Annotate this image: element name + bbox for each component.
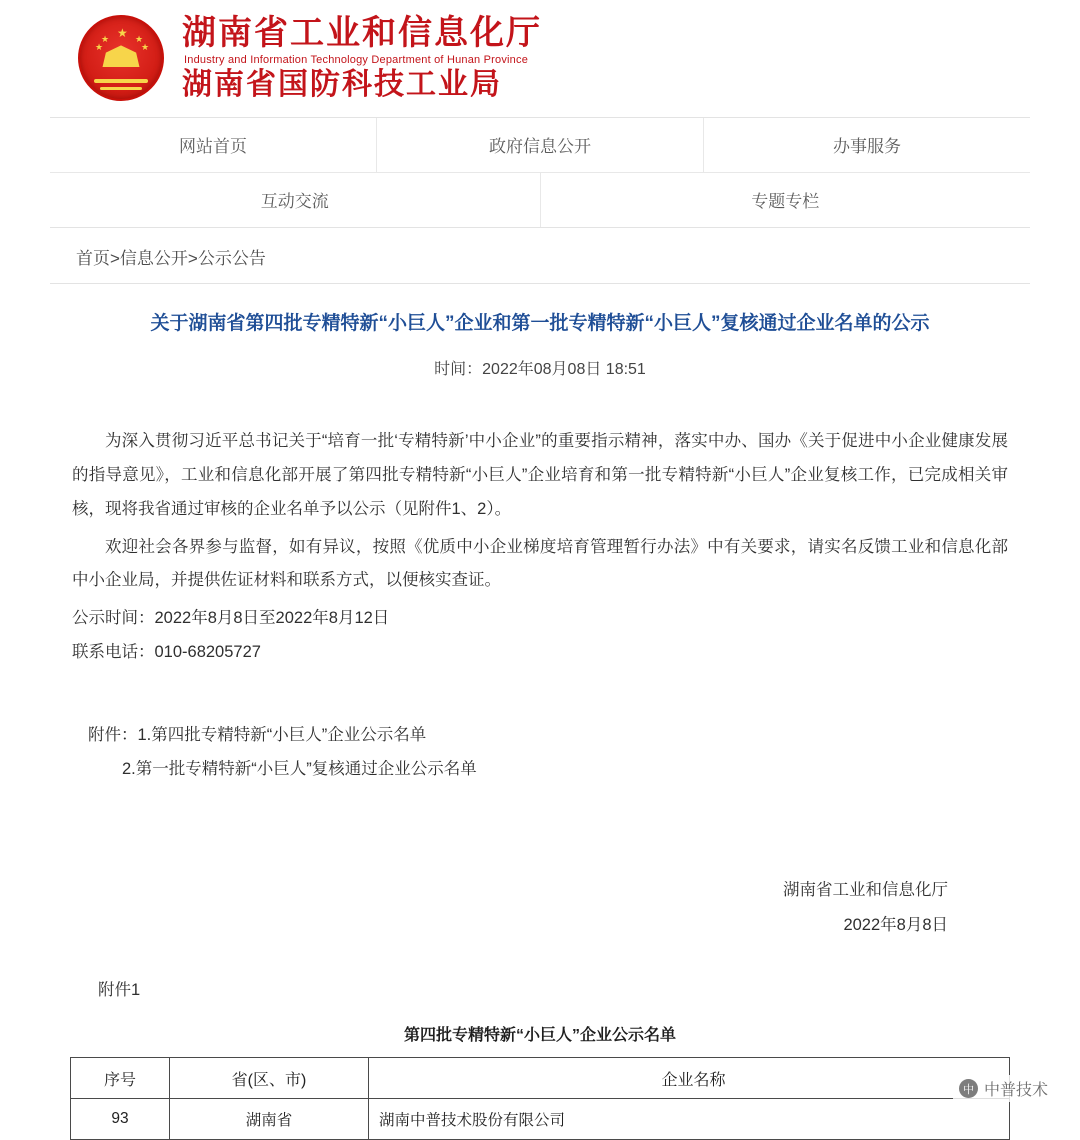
- emblem-star: ★: [141, 42, 150, 53]
- attachment-link-2[interactable]: 2.第一批专精特新“小巨人”复核通过企业公示名单: [122, 760, 477, 779]
- breadcrumb[interactable]: 首页>信息公开>公示公告: [50, 228, 1030, 284]
- article-paragraph-2: 欢迎社会各界参与监督，如有异议，按照《优质中小企业梯度培育管理暂行办法》中有关要求，请实名反馈工业和信息化部中小企业局，并提供佐证材料和联系方式，以便核实查证。: [72, 537, 1008, 590]
- nav-row-primary: [50, 118, 1030, 172]
- site-header: [0, 0, 1080, 113]
- attachment-table-title: 第四批专精特新“小巨人”企业公示名单: [403, 1027, 676, 1045]
- emblem-star: ★: [135, 34, 144, 45]
- cell-province: 湖南省: [170, 1099, 369, 1140]
- emblem-star: ★: [95, 42, 104, 53]
- china-national-emblem-icon: [78, 15, 164, 101]
- nav-row-secondary: [50, 172, 1030, 227]
- signature-date: 2022年8月8日: [843, 915, 948, 934]
- watermark: [953, 1075, 1054, 1102]
- table-header-index: 序号: [71, 1058, 170, 1099]
- attachment-list: [88, 718, 1008, 787]
- cell-index: 93: [71, 1099, 170, 1140]
- emblem-star-main: ★: [117, 26, 128, 41]
- watermark-text: 中普技术: [983, 1082, 1048, 1100]
- emblem-bar-upper: [94, 79, 148, 83]
- nav-item-services[interactable]: 办事服务: [833, 137, 901, 157]
- org-name-primary: 湖南省工业和信息化厅: [182, 14, 542, 52]
- nav-item-gov-info[interactable]: 政府信息公开: [377, 118, 704, 172]
- cell-company: 湖南中普技术股份有限公司: [369, 1099, 1010, 1140]
- emblem-star: ★: [101, 34, 110, 45]
- attachment-link-1[interactable]: 1.第四批专精特新“小巨人”企业公示名单: [137, 725, 427, 744]
- wechat-avatar-icon: 中: [959, 1079, 978, 1098]
- emblem-bar-lower: [100, 87, 142, 90]
- article-body: [72, 425, 1008, 670]
- site-title-block: [182, 14, 542, 103]
- company-list-table: [70, 1057, 1010, 1140]
- nav-item-topics[interactable]: 专题专栏: [751, 192, 820, 212]
- nav-item-interaction[interactable]: 互动交流: [50, 173, 541, 227]
- table-header-company: 企业名称: [369, 1058, 1010, 1099]
- publish-time: 时间：2022年08月08日 18:51: [434, 361, 646, 379]
- org-name-english: Industry and Information Technology Department of Hunan Province: [184, 54, 529, 67]
- article-paragraph-1: 为深入贯彻习近平总书记关于“培育一批‘专精特新’中小企业”的重要指示精神，落实中办、国办《关于促进中小企业健康发展的指导意见》，工业和信息化部开展了第四批专精特新“小巨人”企业培育和第一批专精特新“小巨人”企业复核工作，已完成相关审核，现将我省通过审核的企业名单予以公示（见附件1、2）。: [72, 432, 1008, 518]
- table-row: [71, 1099, 1010, 1140]
- page-title: 关于湖南省第四批专精特新“小巨人”企业和第一批专精特新“小巨人”复核通过企业名单的公示: [150, 312, 930, 334]
- contact-phone: 联系电话：010-68205727: [72, 642, 261, 661]
- attachment-list-label: 附件：: [88, 725, 138, 744]
- org-name-secondary: 湖南省国防科技工业局: [182, 68, 502, 102]
- signature-block: [0, 873, 948, 942]
- emblem-stars: [95, 26, 150, 53]
- attachment-1-label: 附件1: [98, 981, 141, 1000]
- table-header-row: [71, 1058, 1010, 1099]
- table-header-province: 省(区、市): [170, 1058, 369, 1099]
- main-navigation: [50, 117, 1030, 228]
- nav-item-home[interactable]: 网站首页: [50, 118, 377, 172]
- publicity-period: 公示时间：2022年8月8日至2022年8月12日: [72, 609, 390, 628]
- attachment-list-row-1: [88, 718, 1008, 753]
- signature-org: 湖南省工业和信息化厅: [783, 881, 948, 900]
